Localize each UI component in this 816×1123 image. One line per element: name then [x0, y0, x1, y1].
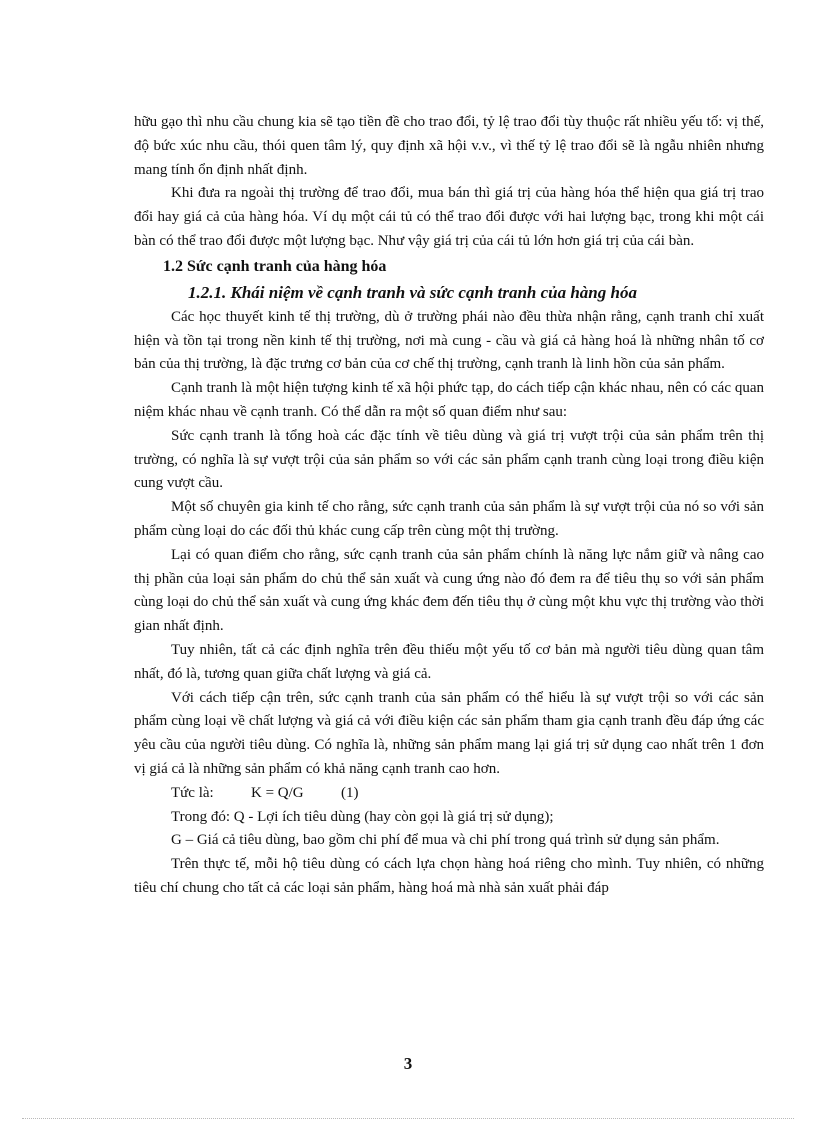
paragraph: hữu gạo thì nhu cầu chung kia sẽ tạo tiền đề cho trao đổi, tỷ lệ trao đổi tùy thuộc rất nhiều yếu tố: vị thế, độ bức xúc nhu cầu, thói quen tâm lý, quy định xã hội v.v., vì thế tỷ lệ trao đổi sẽ là ngẫu nhiên nhưng mang tính ổn định nhất định.: [134, 114, 764, 178]
footer-divider: [22, 1118, 794, 1119]
paragraph: G – Giá cả tiêu dùng, bao gồm chi phí để mua và chi phí trong quá trình sử dụng sản phẩm.: [171, 832, 720, 849]
paragraph: Lại có quan điểm cho rằng, sức cạnh tranh của sản phẩm chính là năng lực nắm giữ và nâng cao thị phần của loại sản phẩm do chủ thể sản xuất và cung ứng nào đó đem ra để tiêu thụ so với sản phẩm cùng loại do chủ thể sản xuất và cung ứng khác đem đến tiêu thụ ở cùng một khu vực thị trường vào thời gian nhất định.: [134, 546, 764, 635]
paragraph: Cạnh tranh là một hiện tượng kinh tế xã hội phức tạp, do cách tiếp cận khác nhau, nên có các quan niệm khác nhau về cạnh tranh. Có thể dẫn ra một số quan điểm như sau:: [134, 380, 764, 420]
paragraph: Sức cạnh tranh là tổng hoà các đặc tính về tiêu dùng và giá trị vượt trội của sản phẩm trên thị trường, có nghĩa là sự vượt trội của sản phẩm so với các sản phẩm cạnh tranh cùng loại trong điều kiện cung vượt cầu.: [134, 427, 764, 492]
subsection-heading: 1.2.1. Khái niệm về cạnh tranh và sức cạnh tranh của hàng hóa: [188, 282, 637, 302]
formula-number: (1): [341, 784, 359, 801]
section-heading: 1.2 Sức cạnh tranh của hàng hóa: [163, 257, 387, 275]
paragraph: Trên thực tế, mỗi hộ tiêu dùng có cách lựa chọn hàng hoá riêng cho mình. Tuy nhiên, có những tiêu chí chung cho tất cả các loại sản phẩm, hàng hoá mà nhà sản xuất phải đáp: [134, 856, 764, 896]
paragraph: Trong đó: Q - Lợi ích tiêu dùng (hay còn gọi là giá trị sử dụng);: [171, 808, 554, 825]
formula-expression: K = Q/G: [251, 784, 304, 801]
formula-label: Tức là:: [171, 784, 214, 801]
page-number: 3: [403, 1054, 413, 1073]
paragraph: Tuy nhiên, tất cả các định nghĩa trên đều thiếu một yếu tố cơ bản mà người tiêu dùng quan tâm nhất, đó là, tương quan giữa chất lượng và giá cả.: [134, 641, 764, 682]
paragraph: Khi đưa ra ngoài thị trường để trao đổi, mua bán thì giá trị của hàng hóa thể hiện qua giá trị trao đổi hay giá cả của hàng hóa. Ví dụ một cái tủ có thể trao đổi được với hai lượng bạc, trong khi một cái bàn có thể trao đổi được một lượng bạc. Như vậy giá trị của cái tủ lớn hơn giá trị của cái bàn.: [134, 185, 764, 249]
paragraph: Với cách tiếp cận trên, sức cạnh tranh của sản phẩm có thể hiểu là sự vượt trội so với các sản phẩm cùng loại về chất lượng và giá cả với điều kiện các sản phẩm tham gia cạnh tranh đều đáp ứng các yêu cầu của người tiêu dùng. Có nghĩa là, những sản phẩm mang lại giá trị sử dụng cao nhất trên 1 đơn vị giá cả là những sản phẩm có khả năng cạnh tranh cao hơn.: [134, 689, 764, 777]
paragraph: Một số chuyên gia kinh tế cho rằng, sức cạnh tranh của sản phẩm là sự vượt trội của nó so với sản phẩm cùng loại do các đối thủ khác cung cấp trên cùng một thị trường.: [134, 499, 764, 539]
body-text: [134, 111, 764, 901]
formula: [134, 782, 764, 806]
paragraph: Các học thuyết kinh tế thị trường, dù ở trường phái nào đều thừa nhận rằng, cạnh tranh chỉ xuất hiện và tồn tại trong nền kinh tế thị trường, nơi mà cung - cầu và giá cả hàng hoá là những nhân tố cơ bản của thị trường, là đặc trưng cơ bản của cơ chế thị trường, cạnh tranh là linh hồn của sản phẩm.: [134, 308, 764, 373]
